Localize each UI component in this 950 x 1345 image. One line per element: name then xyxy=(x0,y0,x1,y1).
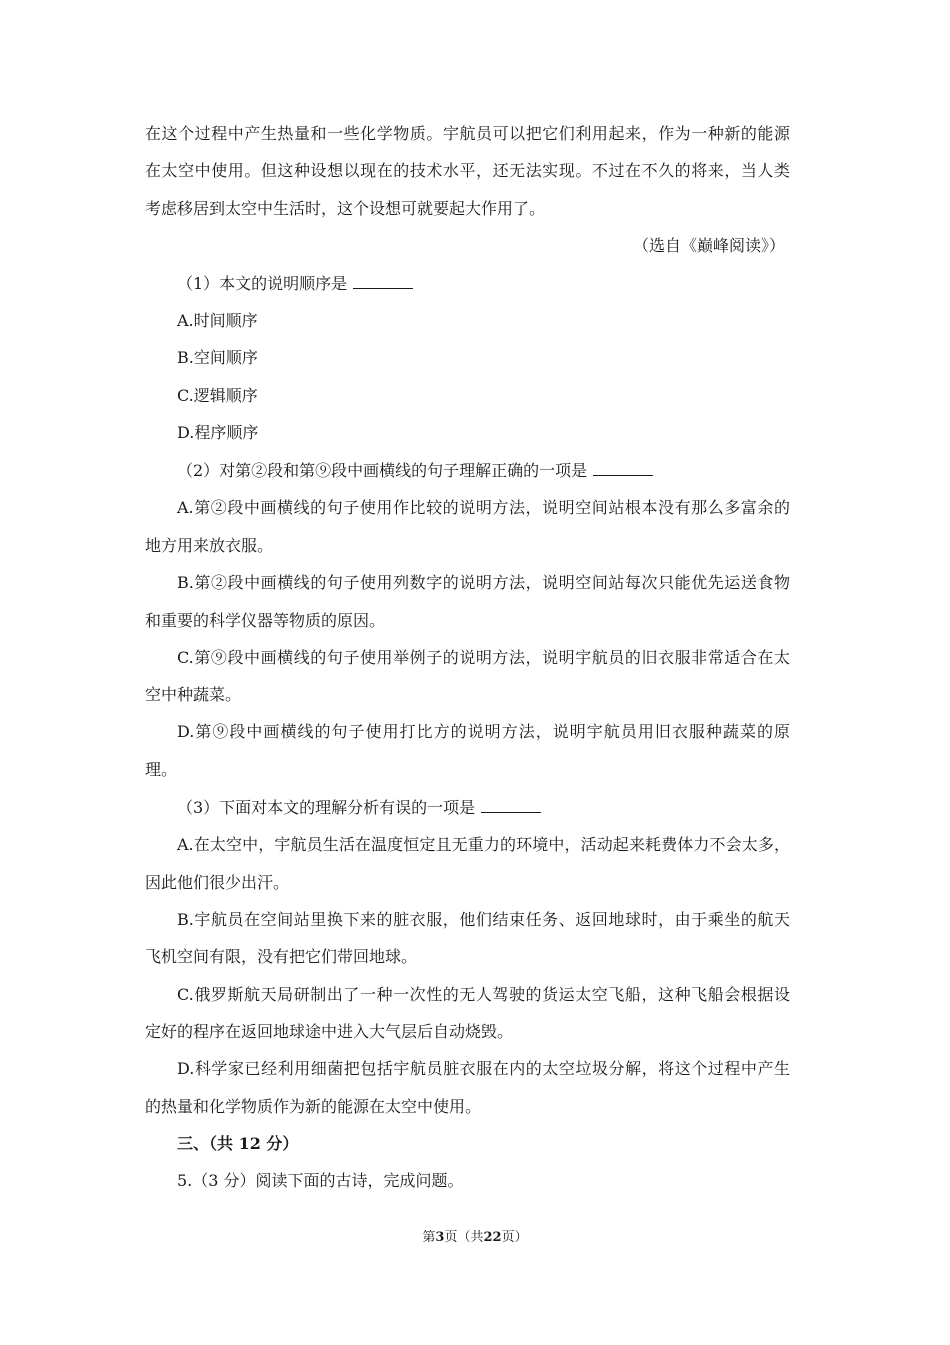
page-number: 3 xyxy=(435,1230,445,1245)
q3-option-b-cont: 飞机空间有限，没有把它们带回地球。 xyxy=(145,947,418,966)
q2-option-c-cont: 空中种蔬菜。 xyxy=(145,685,242,704)
question-1-text: （1）本文的说明顺序是 xyxy=(177,274,348,293)
q2-option-a-cont: 地方用来放衣服。 xyxy=(145,536,274,555)
question-2-text: （2）对第②段和第⑨段中画横线的句子理解正确的一项是 xyxy=(177,461,588,480)
q2-option-b-cont: 和重要的科学仪器等物质的原因。 xyxy=(145,611,386,630)
passage-line: 在太空中使用。但这种设想以现在的技术水平，还无法实现。不过在不久的将来，当人类 xyxy=(145,161,790,180)
question-1-stem xyxy=(177,273,413,295)
q3-option-a-cont: 因此他们很少出汗。 xyxy=(145,873,290,892)
q3-option-a: A.在太空中，宇航员生活在温度恒定且无重力的环境中，活动起来耗费体力不会太多， xyxy=(177,835,790,854)
q3-option-d-cont: 的热量和化学物质作为新的能源在太空中使用。 xyxy=(145,1097,482,1116)
source-citation: （选自《巅峰阅读》） xyxy=(632,236,785,255)
q1-option-d: D.程序顺序 xyxy=(177,423,259,442)
q3-option-c-cont: 定好的程序在返回地球途中进入大气层后自动烧毁。 xyxy=(145,1022,514,1041)
q3-option-c: C.俄罗斯航天局研制出了一种一次性的无人驾驶的货运太空飞船，这种飞船会根据设 xyxy=(177,985,790,1004)
answer-blank xyxy=(593,461,653,476)
page-footer xyxy=(0,1226,950,1245)
q3-option-b: B.宇航员在空间站里换下来的脏衣服，他们结束任务、返回地球时，由于乘坐的航天 xyxy=(177,910,790,929)
question-3-text: （3）下面对本文的理解分析有误的一项是 xyxy=(177,798,476,817)
footer-mid: 页（共 xyxy=(444,1230,484,1245)
answer-blank xyxy=(353,274,413,289)
q1-option-b: B.空间顺序 xyxy=(177,348,258,367)
question-3-stem xyxy=(177,797,541,819)
passage-line: 在这个过程中产生热量和一些化学物质。宇航员可以把它们利用起来，作为一种新的能源 xyxy=(145,124,790,143)
q2-option-b: B.第②段中画横线的句子使用列数字的说明方法，说明空间站每次只能优先运送食物 xyxy=(177,573,790,592)
q2-option-a: A.第②段中画横线的句子使用作比较的说明方法，说明空间站根本没有那么多富余的 xyxy=(177,498,790,517)
section-heading: 三、（共 12 分） xyxy=(177,1134,299,1153)
footer-suffix: 页） xyxy=(501,1230,528,1245)
footer-prefix: 第 xyxy=(422,1230,436,1245)
q2-option-d: D.第⑨段中画横线的句子使用打比方的说明方法，说明宇航员用旧衣服种蔬菜的原 xyxy=(177,722,790,741)
q1-option-a: A.时间顺序 xyxy=(177,311,258,330)
answer-blank xyxy=(481,798,541,813)
question-2-stem xyxy=(177,460,653,482)
question-5-stem: 5.（3 分）阅读下面的古诗，完成问题。 xyxy=(177,1171,464,1190)
q2-option-d-cont: 理。 xyxy=(145,760,178,779)
q2-option-c: C.第⑨段中画横线的句子使用举例子的说明方法，说明宇航员的旧衣服非常适合在太 xyxy=(177,648,790,667)
q1-option-c: C.逻辑顺序 xyxy=(177,386,258,405)
page-total: 22 xyxy=(483,1230,502,1245)
passage-line: 考虑移居到太空中生活时，这个设想可就要起大作用了。 xyxy=(145,199,546,218)
q3-option-d: D.科学家已经利用细菌把包括宇航员脏衣服在内的太空垃圾分解，将这个过程中产生 xyxy=(177,1059,790,1078)
